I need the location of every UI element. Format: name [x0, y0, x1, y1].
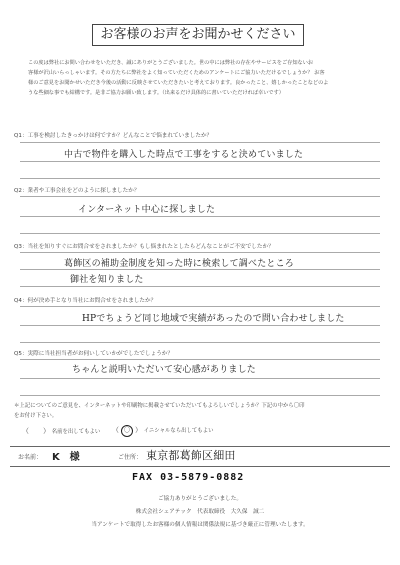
fax-number: FAX 03-5879-0882	[132, 472, 245, 483]
question-1: Q1：工事を検討したきっかけは何ですか？どんなことで悩まれていましたか？	[14, 133, 213, 139]
answer-line	[20, 395, 380, 396]
option-full-name[interactable]	[22, 426, 100, 436]
option-label: 名前を出してもよい	[51, 429, 101, 435]
thanks-text: ご協力ありがとうございました。	[158, 496, 242, 502]
intro-line: この度は弊社にお問い合わせをいただき、誠にありがとうございました。世の中には弊社の存在やサービスをご存知ないお	[28, 60, 314, 66]
question-5: Q5：実際に当社担当者がお伺いしていかがでしたでしょうか？	[14, 351, 173, 357]
option-paren-open: （	[112, 426, 119, 434]
answer-line	[20, 161, 380, 162]
name-row-bottom-border	[10, 466, 390, 467]
answer-3-continued: 御社を知りました	[70, 275, 144, 285]
intro-line: 様のご意見をお聞かせいただき今後の活動に反映させていただきたいと考えております。良かったこと、嬉しかったことなどのよ	[28, 80, 329, 86]
name-honorific: 様	[69, 452, 80, 463]
answer-line	[20, 216, 380, 217]
question-4: Q4：何が決め手となり当社にお問合せをされましたか？	[14, 298, 157, 304]
answer-5: ちゃんと説明いただいて安心感がありました	[72, 365, 257, 375]
address-label: ご住所：	[118, 454, 143, 461]
question-2: Q2：業者や工事会社をどのように探しましたか？	[14, 188, 140, 194]
answer-line	[20, 196, 380, 197]
name-value	[52, 448, 80, 463]
page-title: お客様のお声をお聞かせください	[92, 24, 304, 46]
answer-line	[20, 359, 380, 360]
name-label: お名前：	[18, 454, 43, 461]
answer-line	[20, 269, 380, 270]
option-label: イニシャルなら出してもよい	[143, 428, 214, 434]
intro-line: うな些細な事でも結構です。是非ご協力お願い致します。（出来るだけ具体的に書いていただければ幸いです）	[28, 90, 284, 96]
answer-3: 葛飾区の補助金制度を知った時に検索して調べたところ	[64, 259, 295, 269]
answer-4: HPでちょうど同じ地域で実績があったので問い合わせしました	[82, 314, 345, 324]
answer-line	[20, 178, 380, 179]
intro-line: 客様が沢山いらっしゃいます。その方たちに弊社をよく知っていただくためのアンケートにご協力いただけるでしょうか？ お客	[28, 70, 325, 76]
option-paren-close: ）	[135, 426, 142, 434]
intro-text	[28, 58, 380, 98]
answer-1: 中古で物件を購入した時点で工事をすると決めていました	[64, 150, 304, 160]
consent-note-continued: をお付け下さい。	[14, 413, 58, 419]
question-3: Q3：当社を知りすぐにお問合せをされましたか？もし悩まれたとしたらどんなことがご不安でしたか？	[14, 244, 274, 250]
company-signature: 株式会社シェアテック 代表取締役 大久保 誠二	[135, 509, 265, 515]
answer-line	[20, 142, 380, 143]
option-checkbox: （ ）	[22, 427, 50, 435]
address-value: 東京都葛飾区細田	[146, 449, 236, 462]
answer-line	[20, 233, 380, 234]
answer-line	[20, 286, 380, 287]
answer-line	[20, 306, 380, 307]
consent-note: ＊上記についてのご意見を、インターネットや印刷物に掲載させていただいてもよろしいでしょうか？下記の中から〇印	[14, 403, 305, 409]
selected-circle-icon: 〇	[121, 425, 133, 437]
answer-line	[20, 342, 380, 343]
answer-line	[20, 325, 380, 326]
answer-line	[20, 252, 380, 253]
option-initials[interactable]	[112, 425, 213, 437]
answer-2: インターネット中心に探しました	[78, 205, 216, 215]
privacy-notice: 当アンケートで取得したお客様の個人情報は関係法規に基づき厳正に管理いたします。	[91, 522, 309, 528]
name-initial: K	[52, 452, 60, 463]
answer-line	[20, 378, 380, 379]
